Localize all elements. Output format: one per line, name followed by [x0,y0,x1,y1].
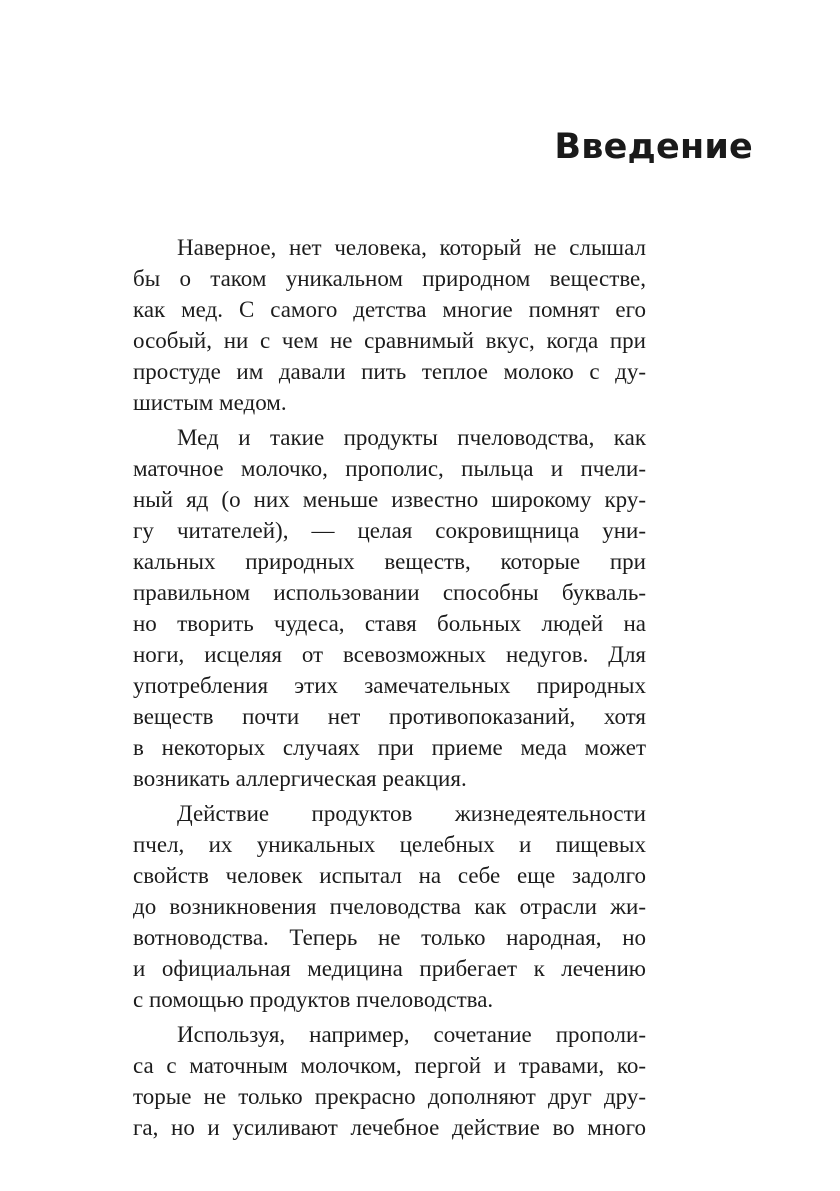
text-line: и официальная медицина прибегает к лечению [133,956,646,981]
text-line: маточное молочко, прополис, пыльца и пчели- [133,456,646,481]
text-line: ноги, исцеляя от всевозможных недугов. Для [133,642,646,667]
paragraph-1 [133,232,646,418]
text-line: торые не только прекрасно дополняют друг дру- [133,1084,646,1109]
text-line: бы о таком уникальном природном веществе, [133,266,646,291]
text-line: как мед. С самого детства многие помнят его [133,297,646,322]
text-line: гу читателей), — целая сокровищница уни- [133,518,646,543]
text-line: Мед и такие продукты пчеловодства, как [177,425,646,450]
text-line: кальных природных веществ, которые при [133,549,646,574]
text-line: Используя, например, сочетание прополи- [177,1022,646,1047]
text-line: га, но и усиливают лечебное действие во много [133,1115,646,1140]
text-line: вотноводства. Теперь не только народная, но [133,925,646,950]
text-line: в некоторых случаях при приеме меда может [133,735,646,760]
body-text [133,232,646,1143]
paragraph-4 [133,1019,646,1143]
text-line: са с маточным молочком, пергой и травами, ко- [133,1053,646,1078]
text-line: простуде им давали пить теплое молоко с ду- [133,359,646,384]
paragraph-2 [133,422,646,794]
text-line: пчел, их уникальных целебных и пищевых [133,832,646,857]
text-line: веществ почти нет противопоказаний, хотя [133,704,646,729]
text-line: правильном использовании способны букваль- [133,580,646,605]
paragraph-3 [133,798,646,1015]
text-line: особый, ни с чем не сравнимый вкус, когда при [133,328,646,353]
text-line: ный яд (о них меньше известно широкому кру- [133,487,646,512]
text-line: свойств человек испытал на себе еще задолго [133,863,646,888]
text-line: Наверное, нет человека, который не слышал [177,235,646,260]
chapter-title: Введение [554,127,753,167]
text-line: с помощью продуктов пчеловодства. [133,987,494,1012]
text-line: употребления этих замечательных природных [133,673,646,698]
text-line: шистым медом. [133,390,287,415]
text-line: Действие продуктов жизнедеятельности [177,801,646,826]
text-line: но творить чудеса, ставя больных людей на [133,611,646,636]
text-line: до возникновения пчеловодства как отрасли жи- [133,894,646,919]
text-line: возникать аллергическая реакция. [133,766,467,791]
